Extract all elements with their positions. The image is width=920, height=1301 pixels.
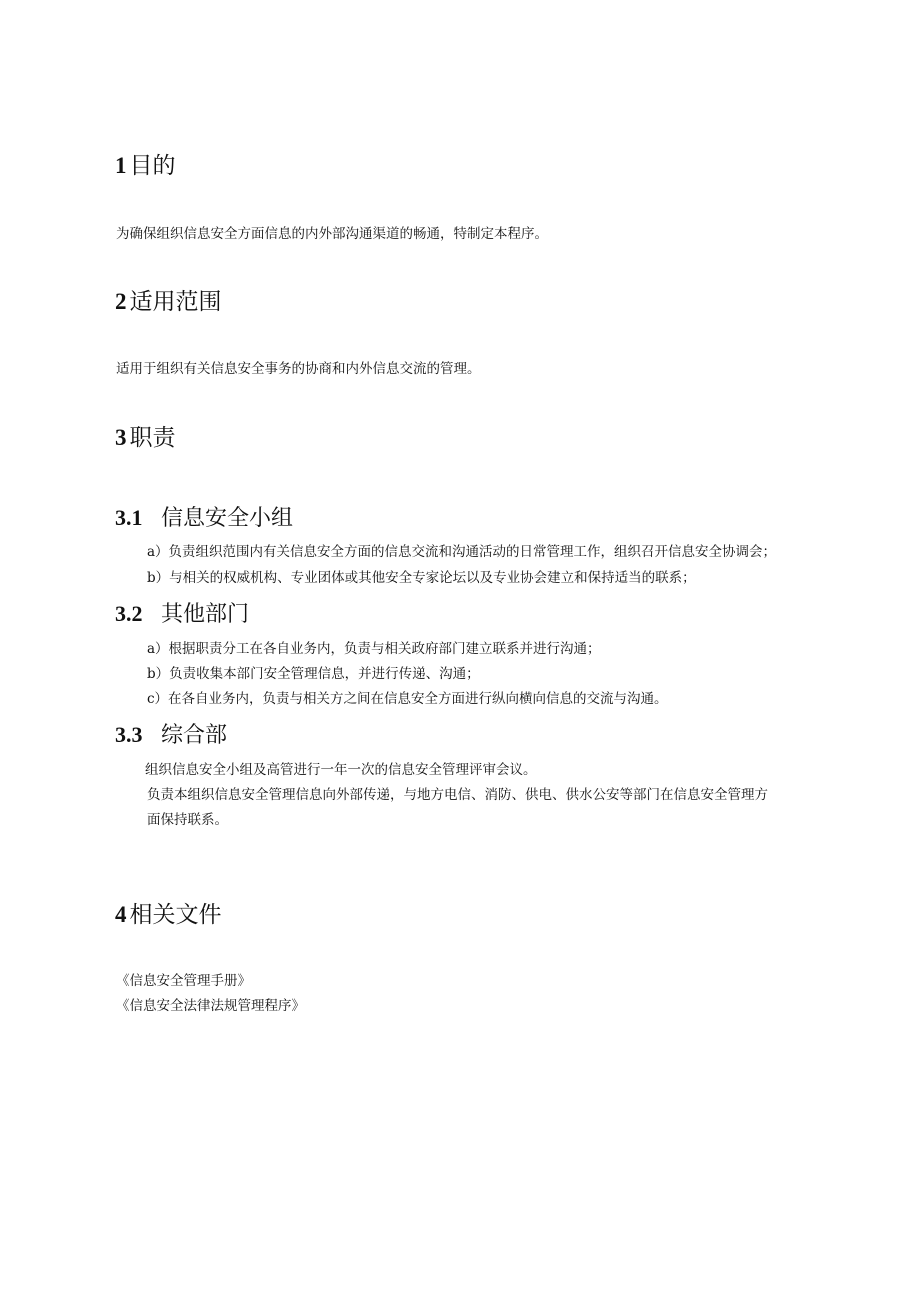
section-body-1: 为确保组织信息安全方面信息的内外部沟通渠道的畅通，特制定本程序。 [116,226,548,242]
section-heading-3: 3 职责 [115,425,176,451]
section-heading-4: 4 相关文件 [115,902,222,928]
paragraph-line: 组织信息安全小组及高管进行一年一次的信息安全管理评审会议。 [145,762,537,778]
list-item: c）在各自业务内，负责与相关方之间在信息安全方面进行纵向横向信息的交流与沟通。 [147,691,668,707]
paragraph-line: 面保持联系。 [147,812,228,828]
list-item: a）负责组织范围内有关信息安全方面的信息交流和沟通活动的日常管理工作，组织召开信息安全协调会； [147,544,777,560]
subsection-heading-3-1: 3.1 信息安全小组 [115,505,294,531]
list-item: b）与相关的权威机构、专业团体或其他安全专家论坛以及专业协会建立和保持适当的联系； [147,570,696,586]
subsection-heading-3-2: 3.2 其他部门 [115,601,250,627]
paragraph-line: 负责本组织信息安全管理信息向外部传递，与地方电信、消防、供电、供水公安等部门在信息安全管理方 [147,787,768,803]
list-item: b）负责收集本部门安全管理信息，并进行传递、沟通； [147,666,480,682]
subsection-heading-3-3: 3.3 综合部 [115,722,228,748]
section-heading-2: 2 适用范围 [115,289,222,315]
section-body-2: 适用于组织有关信息安全事务的协商和内外信息交流的管理。 [116,361,481,377]
reference-document: 《信息安全管理手册》 [116,973,251,989]
list-item: a）根据职责分工在各自业务内，负责与相关政府部门建立联系并进行沟通； [147,641,601,657]
reference-document: 《信息安全法律法规管理程序》 [116,998,305,1014]
section-heading-1: 1 目的 [115,153,176,179]
